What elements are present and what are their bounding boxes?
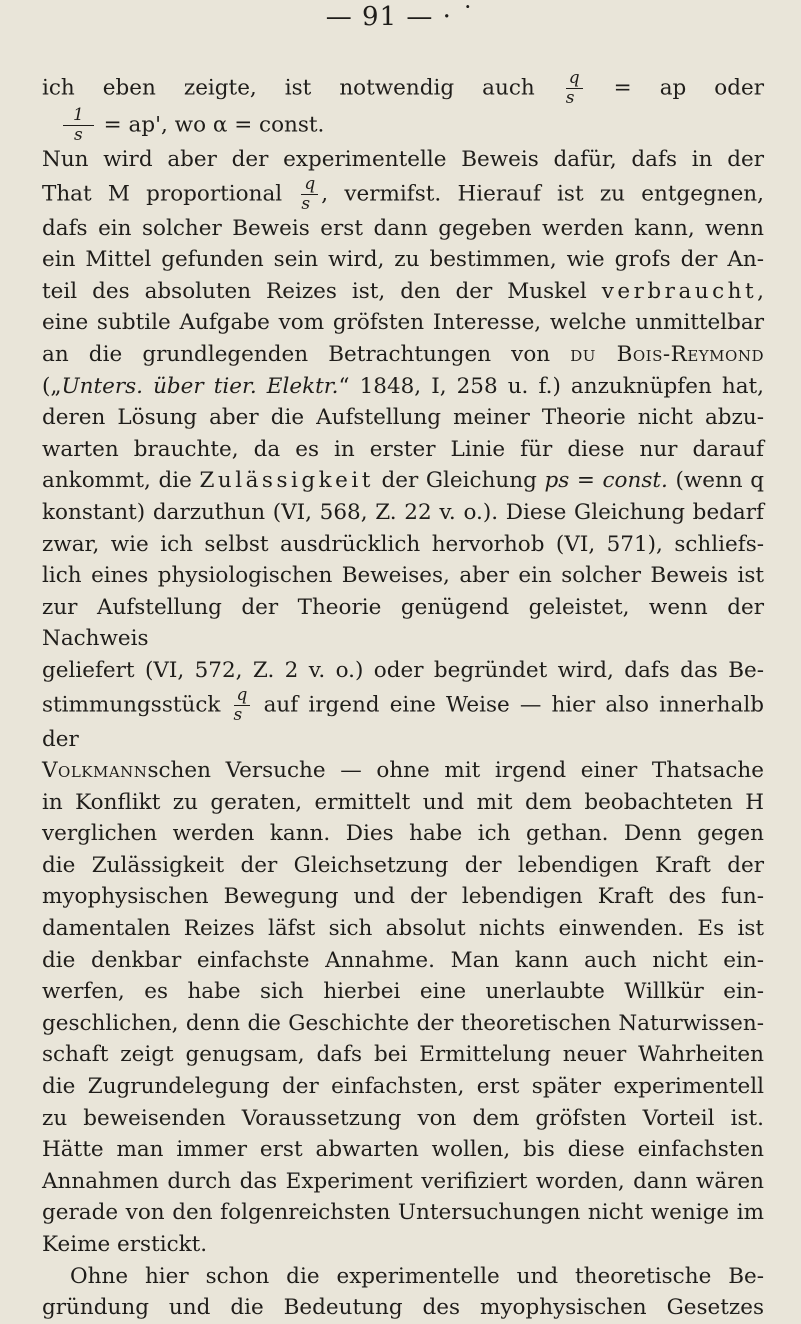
text-line: die Zugrundelegung der einfachsten, erst später experimentell (42, 1074, 764, 1100)
spaced-word: Zulässigkeit (199, 468, 374, 494)
text-line: verglichen werden kann. Dies habe ich gethan. Denn gegen (42, 821, 764, 847)
paragraph-start: Ohne hier schon die experimentelle und theoretische Be- (70, 1263, 764, 1289)
text-line: lich eines physiologischen Beweises, aber ein solcher Beweis ist (42, 563, 764, 589)
text-line: Hätte man immer erst abwarten wollen, bis diese einfachsten (42, 1137, 764, 1163)
text-line: That M proportional $\frac{q}{s}$ , vermifst. Hierauf ist zu entgegnen, (42, 173, 764, 214)
text-line: die Zulässigkeit der Gleichsetzung der lebendigen Kraft der (42, 852, 764, 878)
text-line: Annahmen durch das Experiment verifiziert worden, dann wären (42, 1168, 764, 1194)
text-line: geschlichen, denn die Geschichte der theoretischen Naturwissen- (42, 1010, 764, 1036)
text-line: Nun wird aber der experimentelle Beweis dafür, dafs in der (42, 147, 764, 172)
spaced-word: verbraucht (601, 278, 758, 304)
text-line: („Unters. über tier. Elektr.“ 1848, I, 258 u. f.) anzuknüpfen hat, (42, 373, 764, 399)
citation-title: Unters. über tier. Elektr. (61, 373, 339, 399)
text-line: ich eben zeigte, ist notwendig auch $\frac{q}{s}$ = ap oder (42, 68, 765, 108)
text-line: myophysischen Bewegung und der lebendigen Kraft des fun- (42, 884, 764, 910)
text-line: zur Aufstellung der Theorie genügend geleistet, wenn der Nachweis (42, 594, 764, 652)
text-line: teil des absoluten Reizes ist, den der Muskel verbraucht, (42, 278, 764, 304)
formula-line: $\frac{1}{s}$ = ap', wo α = const. (42, 107, 764, 144)
text-line: warten brauchte, da es in erster Linie für diese nur darauf (42, 436, 764, 462)
fraction: $\frac{q}{s}$ (301, 176, 318, 213)
fraction: $\frac{q}{s}$ (566, 70, 583, 107)
text-line: in Konflikt zu geraten, ermittelt und mit dem beobachteten H (42, 789, 764, 815)
text-line: konstant) darzuthun (VI, 568, Z. 22 v. o.). Diese Gleichung bedarf (42, 499, 764, 525)
text-line: ein Mittel gefunden sein wird, zu bestimmen, wie grofs der An- (42, 247, 764, 273)
text-line: gründung und die Bedeutung des myophysischen Gesetzes (42, 1295, 764, 1321)
text-line: schaft zeigt genugsam, dafs bei Ermittelung neuer Wahrheiten (42, 1042, 764, 1068)
fraction: $\frac{1}{s}$ (63, 107, 94, 144)
text-line: deren Lösung aber die Aufstellung meiner Theorie nicht abzu- (42, 405, 764, 431)
text-line: dafs ein solcher Beweis erst dann gegeben werden kann, wenn (42, 215, 764, 241)
body-text (42, 70, 764, 1324)
text-line: Keime erstickt. (42, 1232, 208, 1257)
text-line: werfen, es habe sich hierbei eine unerlaubte Willkür ein- (42, 979, 764, 1005)
text-line: zwar, wie ich selbst ausdrücklich hervorhob (VI, 571), schliefs- (42, 531, 764, 557)
text-line: geliefert (VI, 572, Z. 2 v. o.) oder begründet wird, dafs das Be- (42, 657, 764, 683)
text-line: zu beweisenden Voraussetzung von dem gröfsten Vorteil ist. (42, 1105, 764, 1131)
text-line: eine subtile Aufgabe vom gröfsten Interesse, welche unmittelbar (42, 310, 764, 336)
text-line: stimmungsstück $\frac{q}{s}$ auf irgend eine Weise — hier also innerhalb der (42, 684, 764, 752)
text-line: ankommt, die Zulässigkeit der Gleichung ps = const. (wenn q (42, 468, 765, 494)
formula: ps = const. (544, 468, 668, 494)
text-line: damentalen Reizes läfst sich absolut nichts einwenden. Es ist (42, 916, 764, 942)
author-name: du Bois-Reymond (570, 341, 764, 367)
text-line: die denkbar einfachste Annahme. Man kann auch nicht ein- (42, 947, 764, 973)
fraction: $\frac{q}{s}$ (234, 687, 251, 724)
page-number: — 91 — · ˙ (325, 2, 476, 32)
text-line: gerade von den folgenreichsten Untersuchungen nicht wenige im (42, 1200, 764, 1226)
text-line: an die grundlegenden Betrachtungen von du Bois-Reymond (42, 341, 764, 367)
text-line: Volkmannschen Versuche — ohne mit irgend einer Thatsache (42, 758, 764, 784)
author-name: Volkmann (42, 758, 148, 784)
